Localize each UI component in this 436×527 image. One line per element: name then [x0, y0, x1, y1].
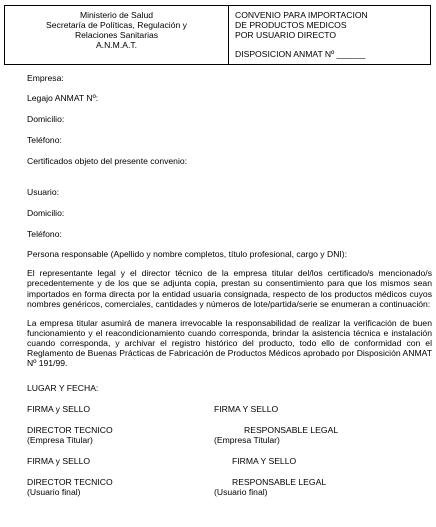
persona-responsable-field: Persona responsable (Apellido y nombre completos, título profesional, cargo y DNI):: [27, 249, 348, 260]
usuario-domicilio-field: Domicilio:: [27, 207, 65, 218]
responsable-legal-label: RESPONSABLE LEGAL: [232, 477, 327, 488]
firma-sello-label: FIRMA Y SELLO: [232, 456, 297, 467]
title-line: CONVENIO PARA IMPORTACION: [235, 10, 368, 20]
signature-entity-row: [27, 487, 432, 497]
title-line: POR USUARIO DIRECTO: [235, 30, 337, 41]
document-header: [4, 5, 431, 65]
telefono-field: Teléfono:: [27, 135, 62, 146]
document-body: [27, 73, 432, 498]
signature-entity-row: [27, 435, 432, 445]
issuer-line: Secretaría de Políticas, Regulación y: [46, 20, 187, 31]
issuer-line: Relaciones Sanitarias: [74, 30, 159, 41]
empresa-field: Empresa:: [27, 73, 64, 83]
domicilio-field: Domicilio:: [27, 114, 65, 125]
usuario-final-label: (Usuario final): [214, 487, 268, 498]
usuario-telefono-field: Teléfono:: [27, 228, 62, 239]
certificados-field: Certificados objeto del presente convenio:: [27, 155, 188, 166]
issuer-line: A.N.M.A.T.: [95, 40, 138, 51]
consent-paragraph: El representante legal y el director técnico de la empresa titular del/los certificado/s mencionado/s precedentemente y de los que se adjunta copia, prestan su consentimiento para que los mismos sean importados en forma directa por la entidad usuaria consignada, respecto de los productos médicos cuyos nombres genéricos, comerciales, cantidades y números de lote/partida/serie se enumeran a continuación:: [27, 268, 432, 309]
signature-role-row: [27, 477, 432, 487]
usuario-field: Usuario:: [27, 186, 59, 197]
director-tecnico-label: DIRECTOR TECNICO: [27, 424, 113, 435]
disposicion-number: DISPOSICION ANMAT Nº ______: [235, 49, 366, 60]
title-line: DE PRODUCTOS MEDICOS: [235, 20, 347, 31]
firma-sello-label: FIRMA y SELLO: [27, 403, 91, 414]
issuer-block: [5, 6, 229, 64]
responsable-legal-label: RESPONSABLE LEGAL: [244, 424, 339, 435]
director-tecnico-label: DIRECTOR TECNICO: [27, 477, 113, 488]
lugar-fecha-field: LUGAR Y FECHA:: [27, 382, 99, 393]
legajo-field: Legajo ANMAT Nº:: [27, 93, 99, 104]
firma-sello-label: FIRMA Y SELLO: [214, 403, 279, 414]
usuario-final-label: (Usuario final): [27, 487, 81, 498]
responsibility-paragraph: La empresa titular asumirá de manera irrevocable la responsabilidad de realizar la verificación de buen funcionamiento y el reacondicionamiento cuando corresponda, brindar la asistencia técnica e instalación cuando corresponda, y archivar el registro histórico del producto, todo ello de conformidad con el Reglamento de Buenas Prácticas de Fabricación de Productos Médicos aprobado por Disposición ANMAT Nº 191/99.: [27, 317, 432, 369]
signature-row: [27, 456, 432, 466]
signature-row: [27, 404, 432, 414]
empresa-titular-label: (Empresa Titular): [214, 434, 280, 445]
empresa-titular-label: (Empresa Titular): [27, 434, 93, 445]
signature-role-row: [27, 425, 432, 435]
firma-sello-label: FIRMA y SELLO: [27, 456, 91, 467]
title-block: [229, 6, 430, 64]
issuer-line: Ministerio de Salud: [79, 10, 154, 20]
